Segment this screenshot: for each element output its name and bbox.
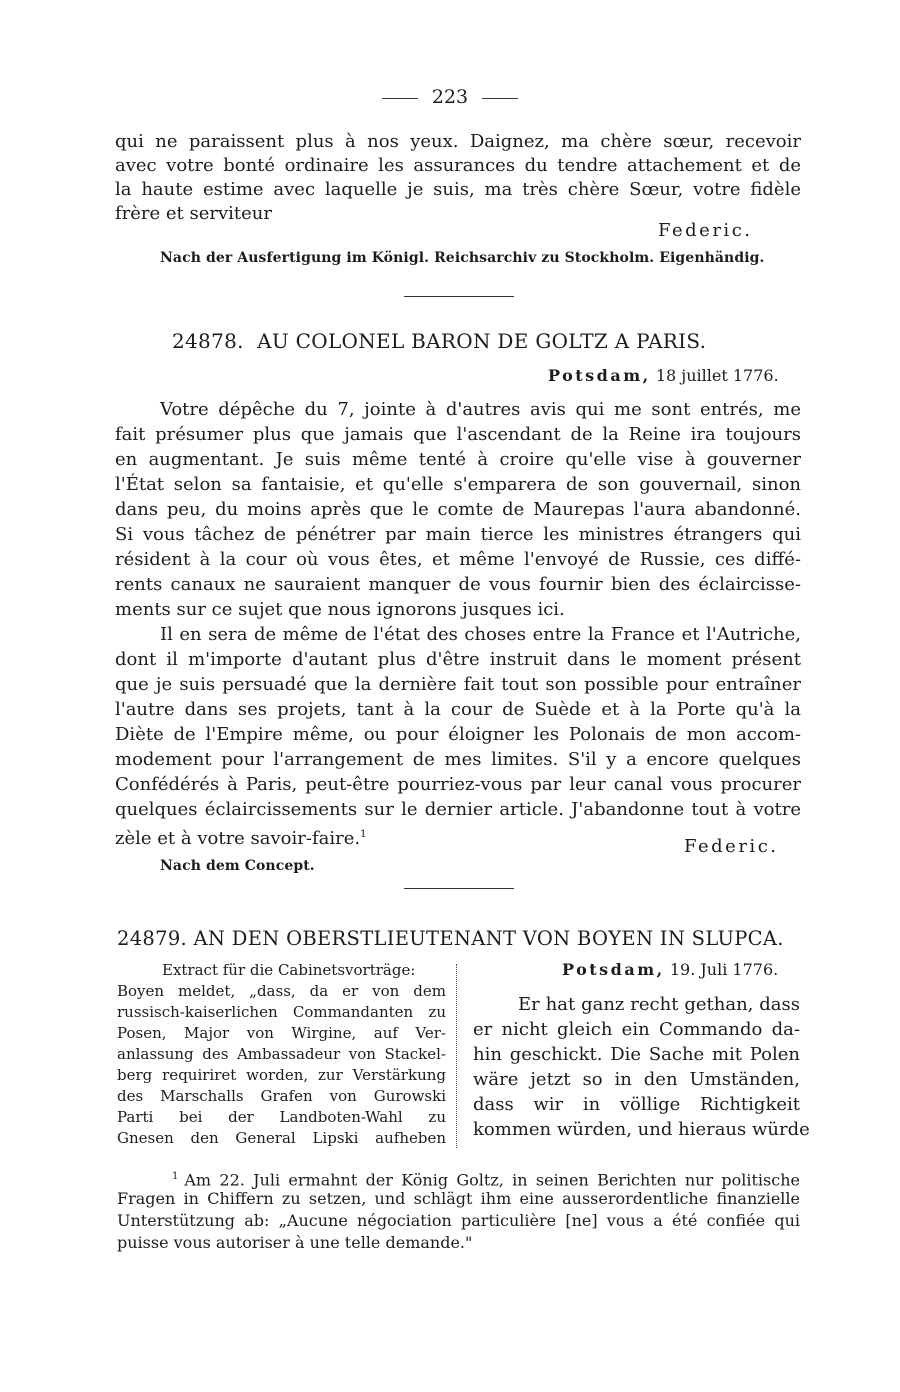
- text-line: avec votre bonté ordinaire les assurances du tendre attachement et de: [115, 155, 801, 176]
- letter-body: [115, 398, 801, 847]
- text-line: la haute estime avec laquelle je suis, ma très chère Sœur, votre fidèle: [115, 179, 801, 200]
- footnote-text: Am 22. Juli ermahnt der König Goltz, in seinen Berichten nur politische: [184, 1170, 800, 1190]
- letter-closing: [115, 130, 801, 226]
- extract-line: Boyen meldet, „dass, da er von dem: [117, 982, 446, 1000]
- text-line: fait présumer plus que jamais que l'ascendant de la Reine ira toujours: [115, 424, 801, 445]
- text-line: modement pour l'arrangement de mes limites. S'il y a encore quelques: [115, 749, 801, 770]
- letter-title: AN DEN OBERSTLIEUTENANT VON BOYEN IN SLUPCA.: [193, 927, 784, 950]
- letter-place: Potsdam,: [562, 960, 665, 979]
- signature: Federic.: [658, 220, 753, 241]
- letter-dateline: [562, 960, 778, 979]
- extract-line: berg requiriret worden, zur Verstärkung: [117, 1066, 446, 1084]
- footnote-line: Fragen in Chiffern zu setzen, und schlägt ihm eine ausserordentliche finanzielle: [117, 1189, 800, 1208]
- text-line: Il en sera de même de l'état des choses entre la France et l'Autriche,: [160, 624, 801, 645]
- extract-line: russisch-kaiserlichen Commandanten zu: [117, 1003, 446, 1021]
- text-line: frère et serviteur: [115, 203, 273, 224]
- source-note: Nach dem Concept.: [160, 858, 315, 874]
- text-line: quelques éclaircissements sur le dernier article. J'abandonne tout à votre: [115, 799, 801, 820]
- letter-heading: [172, 329, 706, 353]
- page-header: [0, 86, 900, 108]
- letter-reply: [473, 992, 810, 1142]
- text-line: l'État selon sa fantaisie, et qu'elle s'emparera de son gouvernail, sinon: [115, 474, 801, 495]
- extract-line: Posen, Major von Wirgine, auf Ver-: [117, 1024, 446, 1042]
- text-line: ments sur ce sujet que nous ignorons jusques ici.: [115, 599, 565, 620]
- letter-place: Potsdam,: [548, 366, 651, 385]
- text-line: Diète de l'Empire même, ou pour éloigner les Polonais de mon accom-: [115, 724, 801, 745]
- text-line: dont il m'importe d'autant plus d'être instruit dans le moment présent: [115, 649, 801, 670]
- text-line: kommen würden, und hieraus würde: [473, 1119, 810, 1140]
- text-line: qui ne paraissent plus à nos yeux. Daignez, ma chère sœur, recevoir: [115, 131, 801, 152]
- text-line: hin geschickt. Die Sache mit Polen: [473, 1044, 800, 1065]
- extract-line: Gnesen den General Lipski aufheben: [117, 1129, 446, 1147]
- text-line: que je suis persuadé que la dernière fait tout son possible pour entraîner: [115, 674, 801, 695]
- signature: Federic.: [684, 836, 779, 857]
- source-note: Nach der Ausfertigung im Königl. Reichsarchiv zu Stockholm. Eigenhändig.: [160, 250, 765, 266]
- footnote-line: puisse vous autoriser à une telle demande.": [117, 1233, 473, 1252]
- letter-title: AU COLONEL BARON DE GOLTZ A PARIS.: [257, 329, 707, 353]
- letter-date: 18 juillet 1776.: [655, 366, 779, 385]
- header-dash-right: [482, 98, 518, 99]
- letter-number: 24878.: [172, 329, 244, 353]
- letter-heading: [117, 927, 784, 950]
- footnote-line: Unterstützung ab: „Aucune négociation particulière [ne] vous a été confiée qui: [117, 1211, 800, 1230]
- text-line: rents canaux ne sauraient manquer de vous fournir bien des éclaircisse-: [115, 574, 801, 595]
- page-number: 223: [431, 86, 469, 108]
- text-line: résident à la cour où vous êtes, et même l'envoyé de Russie, ces diffé-: [115, 549, 801, 570]
- footnote-line: [117, 1166, 800, 1188]
- cabinet-extract: [117, 960, 446, 1149]
- section-divider: [404, 888, 514, 889]
- extract-line: des Marschalls Grafen von Gurowski: [117, 1087, 446, 1105]
- extract-line: anlassung des Ambassadeur von Stackel-: [117, 1045, 446, 1063]
- text-line: zèle et à votre savoir-faire.: [115, 828, 361, 849]
- letter-date: 19. Juli 1776.: [669, 960, 779, 979]
- column-separator: [456, 964, 457, 1148]
- footnote-mark: 1: [172, 1171, 179, 1182]
- text-line: dans peu, du moins après que le comte de Maurepas l'aura abandonné.: [115, 499, 801, 520]
- letter-number: 24879.: [117, 927, 188, 950]
- text-line: l'autre dans ses projets, tant à la cour de Suède et à la Porte qu'à la: [115, 699, 801, 720]
- text-line: dass wir in völlige Richtigkeit: [473, 1094, 800, 1115]
- section-divider: [404, 296, 514, 297]
- extract-line: Extract für die Cabinetsvorträge:: [162, 961, 416, 979]
- text-line: Confédérés à Paris, peut-être pourriez-vous par leur canal vous procurer: [115, 774, 801, 795]
- text-line: Si vous tâchez de pénétrer par main tierce les ministres étrangers qui: [115, 524, 801, 545]
- header-dash-left: [382, 98, 418, 99]
- text-line: er nicht gleich ein Commando da-: [473, 1019, 800, 1040]
- extract-line: Parti bei der Landboten-Wahl zu: [117, 1108, 446, 1126]
- text-line: wäre jetzt so in den Umständen,: [473, 1069, 800, 1090]
- text-line: en augmentant. Je suis même tenté à croire qu'elle vise à gouverner: [115, 449, 801, 470]
- text-line: Votre dépêche du 7, jointe à d'autres avis qui me sont entrés, me: [160, 399, 801, 420]
- footnote: [117, 1166, 800, 1254]
- footnote-marker: 1: [360, 829, 367, 840]
- letter-dateline: [548, 366, 779, 385]
- text-line: Er hat ganz recht gethan, dass: [518, 994, 800, 1015]
